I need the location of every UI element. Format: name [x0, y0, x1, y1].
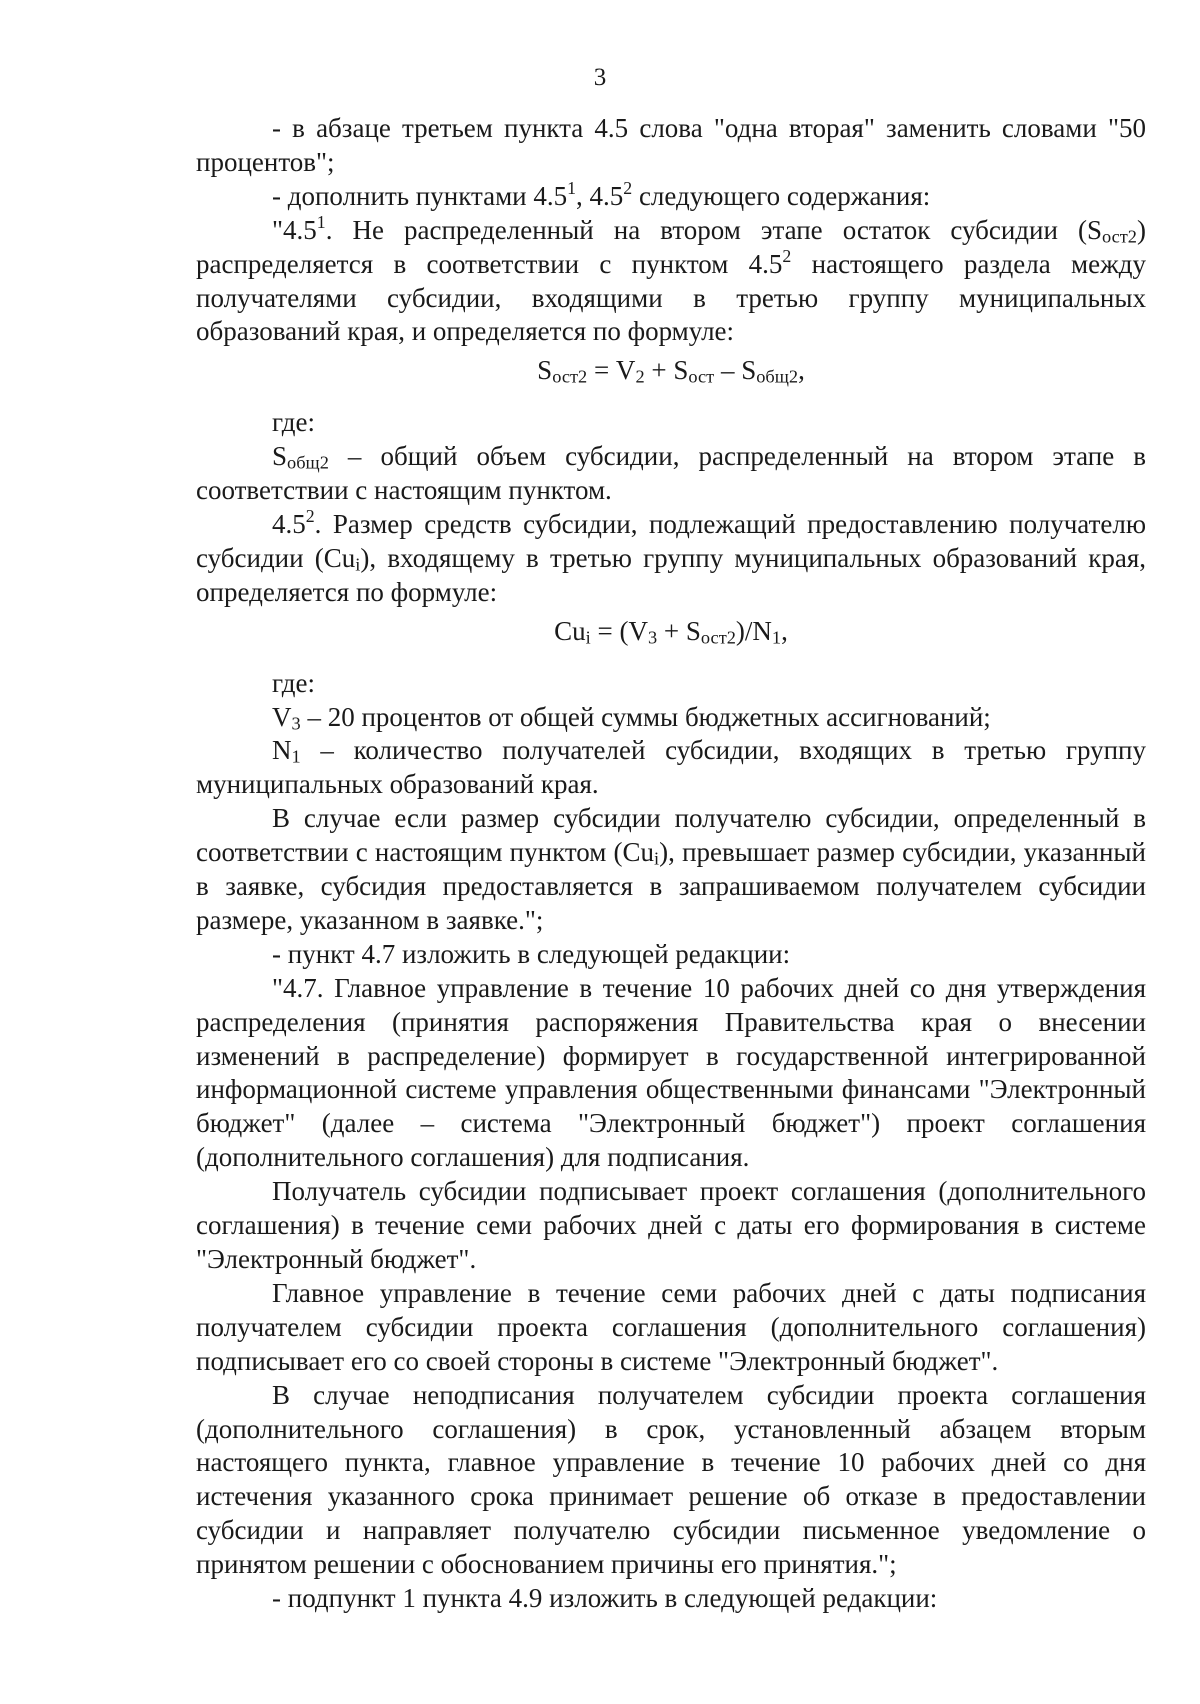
- paragraph: [196, 505, 1146, 610]
- text-span: – 20 процентов от общей суммы бюджетных ассигнований;: [300, 701, 991, 732]
- paragraph: - в абзаце третьем пункта 4.5 слова "одна вторая" заменить словами "50 процентов";: [196, 113, 1146, 177]
- formula-term: + S: [657, 615, 701, 646]
- text-span: . Размер средств субсидии, подлежащий предоставлению получателю субсидии (Cu: [196, 508, 1146, 573]
- formula-term: = V: [587, 355, 636, 386]
- subscript: общ2: [287, 452, 329, 473]
- paragraph: [196, 440, 1146, 508]
- text-span: – общий объем субсидии, распределенный на втором этапе в соответствии с настоящим пунктом.: [196, 441, 1146, 506]
- paragraph: - пункт 4.7 изложить в следующей редакции:: [272, 938, 791, 969]
- document-body: [196, 112, 1146, 1616]
- subscript: i: [355, 554, 361, 575]
- text-span: . Не распределенный на втором этапе остаток субсидии (S: [325, 214, 1102, 245]
- subscript: i: [654, 848, 660, 869]
- text-span: 4.5: [272, 508, 306, 539]
- text-span: - дополнить пунктами 4.5: [272, 180, 568, 211]
- paragraph: Получатель субсидии подписывает проект соглашения (дополнительного соглашения) в течение семи рабочих дней с даты его формирования в системе "Электронный бюджет".: [196, 1176, 1146, 1274]
- subscript: i: [585, 626, 591, 647]
- text-span: , 4.5: [576, 180, 624, 211]
- formula-term: Cu: [554, 615, 586, 646]
- text-span: ), входящему в третью группу муниципальных образований края, определяется по формуле:: [196, 542, 1146, 607]
- superscript: 2: [305, 505, 315, 526]
- formula-term: )/N: [735, 615, 772, 646]
- text-span: настоящего раздела между получателями субсидии, входящими в третью группу муниципальных образований края, и определяется по формуле:: [196, 248, 1146, 347]
- subscript: 3: [647, 626, 658, 647]
- subscript: 3: [291, 712, 301, 733]
- paragraph: В случае неподписания получателем субсидии проекта соглашения (дополнительного соглашения) в срок, установленный абзацем вторым настоящего пункта, главное управление в течение 10 рабочих дней со дня истечения указанного срока принимает решение об отказе в предоставлении субсидии и направляет получателю субсидии письменное уведомление о принятом решении с обоснованием причины его принятия.";: [196, 1379, 1146, 1580]
- text-span: S: [272, 441, 288, 472]
- text-span: ), превышает размер субсидии, указанный в заявке, субсидия предоставляется в запрашиваемом получателем субсидии размере, указанном в заявке.";: [196, 837, 1146, 935]
- subscript: 2: [635, 366, 645, 387]
- formula: [196, 615, 1146, 649]
- text-span: V: [272, 701, 292, 732]
- subscript: 1: [771, 626, 782, 647]
- subscript: ост: [688, 366, 715, 387]
- formula-term: S: [537, 355, 553, 386]
- paragraph: - подпункт 1 пункта 4.9 изложить в следующей редакции:: [272, 1583, 938, 1614]
- formula-term: – S: [714, 355, 757, 386]
- text-span: N: [272, 735, 292, 766]
- page-number: 3: [593, 64, 607, 91]
- subscript: ост2: [1102, 226, 1137, 247]
- superscript: 1: [567, 177, 577, 198]
- formula-term: + S: [644, 355, 689, 386]
- superscript: 1: [316, 211, 326, 232]
- subscript: ост2: [700, 626, 736, 647]
- formula: [196, 354, 1146, 388]
- subscript: ост2: [552, 366, 588, 387]
- paragraph: [196, 701, 1146, 735]
- superscript: 2: [782, 245, 792, 266]
- paragraph: [196, 734, 1146, 802]
- text-span: следующего содержания:: [632, 180, 931, 211]
- paragraph: "4.7. Главное управление в течение 10 рабочих дней со дня утверждения распределения (принятия распоряжения Правительства края о внесении изменений в распределение) формирует в государственной интегрированной информационной системе управления общественными финансами "Электронный бюджет" (далее – система "Электронный бюджет") проект соглашения (дополнительного соглашения) для подписания.: [196, 972, 1146, 1173]
- formula-term: ,: [798, 355, 805, 386]
- paragraph: [196, 177, 1146, 214]
- text-span: "4.5: [272, 214, 317, 245]
- superscript: 2: [623, 177, 633, 198]
- paragraph: Главное управление в течение семи рабочих дней с даты подписания получателем субсидии проекта соглашения (дополнительного соглашения) подписывает его со своей стороны в системе "Электронный бюджет".: [196, 1277, 1146, 1376]
- formula-term: = (V: [590, 615, 648, 646]
- formula-term: ,: [781, 615, 788, 646]
- subscript: 1: [291, 746, 301, 767]
- paragraph: где:: [272, 667, 315, 698]
- paragraph: где:: [272, 407, 315, 438]
- paragraph: [196, 211, 1146, 350]
- text-span: – количество получателей субсидии, входящих в третью группу муниципальных образований края.: [196, 735, 1146, 800]
- subscript: общ2: [756, 366, 799, 387]
- text-span: В случае если размер субсидии получателю субсидии, определенный в соответствии с настоящим пунктом (Cu: [196, 803, 1146, 868]
- text-span: ) распределяется в соответствии с пунктом 4.5: [196, 214, 1146, 279]
- paragraph: [196, 802, 1146, 938]
